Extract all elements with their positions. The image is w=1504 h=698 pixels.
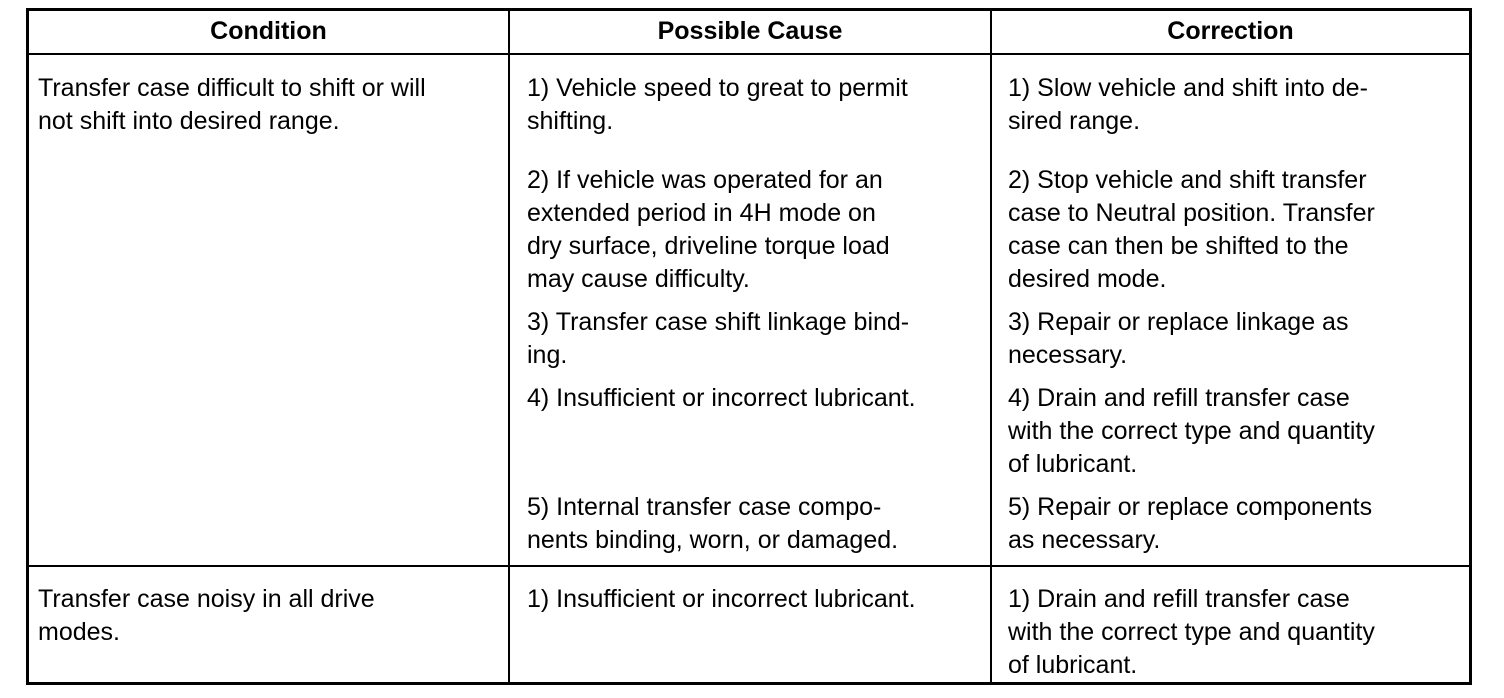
column-divider-2: [990, 8, 992, 685]
condition-cell: Transfer case noisy in all drive modes.: [38, 585, 375, 646]
header-condition: Condition: [210, 17, 327, 45]
header-divider: [26, 53, 1472, 55]
cause-cell: 3) Transfer case shift linkage bind- ing.: [527, 308, 910, 369]
cause-cell: 1) Insufficient or incorrect lubricant.: [527, 585, 916, 613]
cause-cell: 4) Insufficient or incorrect lubricant.: [527, 384, 916, 412]
cause-cell: 5) Internal transfer case compo- nents binding, worn, or damaged.: [527, 493, 899, 554]
row-divider: [26, 565, 1472, 567]
header-correction: Correction: [1167, 17, 1294, 45]
correction-cell: 1) Drain and refill transfer case with the correct type and quantity of lubricant.: [1008, 585, 1375, 679]
correction-cell: 5) Repair or replace components as necessary.: [1008, 493, 1373, 554]
column-divider-1: [508, 8, 510, 685]
cause-cell: 1) Vehicle speed to great to permit shifting.: [527, 74, 908, 135]
correction-cell: 3) Repair or replace linkage as necessary.: [1008, 308, 1349, 369]
correction-cell: 4) Drain and refill transfer case with the correct type and quantity of lubricant.: [1008, 384, 1375, 478]
correction-cell: 1) Slow vehicle and shift into de- sired range.: [1008, 74, 1368, 135]
header-possible-cause: Possible Cause: [657, 17, 843, 45]
cause-cell: 2) If vehicle was operated for an extended period in 4H mode on dry surface, driveline torque load may cause difficulty.: [527, 166, 890, 293]
condition-cell: Transfer case difficult to shift or will not shift into desired range.: [38, 74, 426, 135]
correction-cell: 2) Stop vehicle and shift transfer case to Neutral position. Transfer case can then be shifted to the desired mode.: [1008, 166, 1375, 293]
